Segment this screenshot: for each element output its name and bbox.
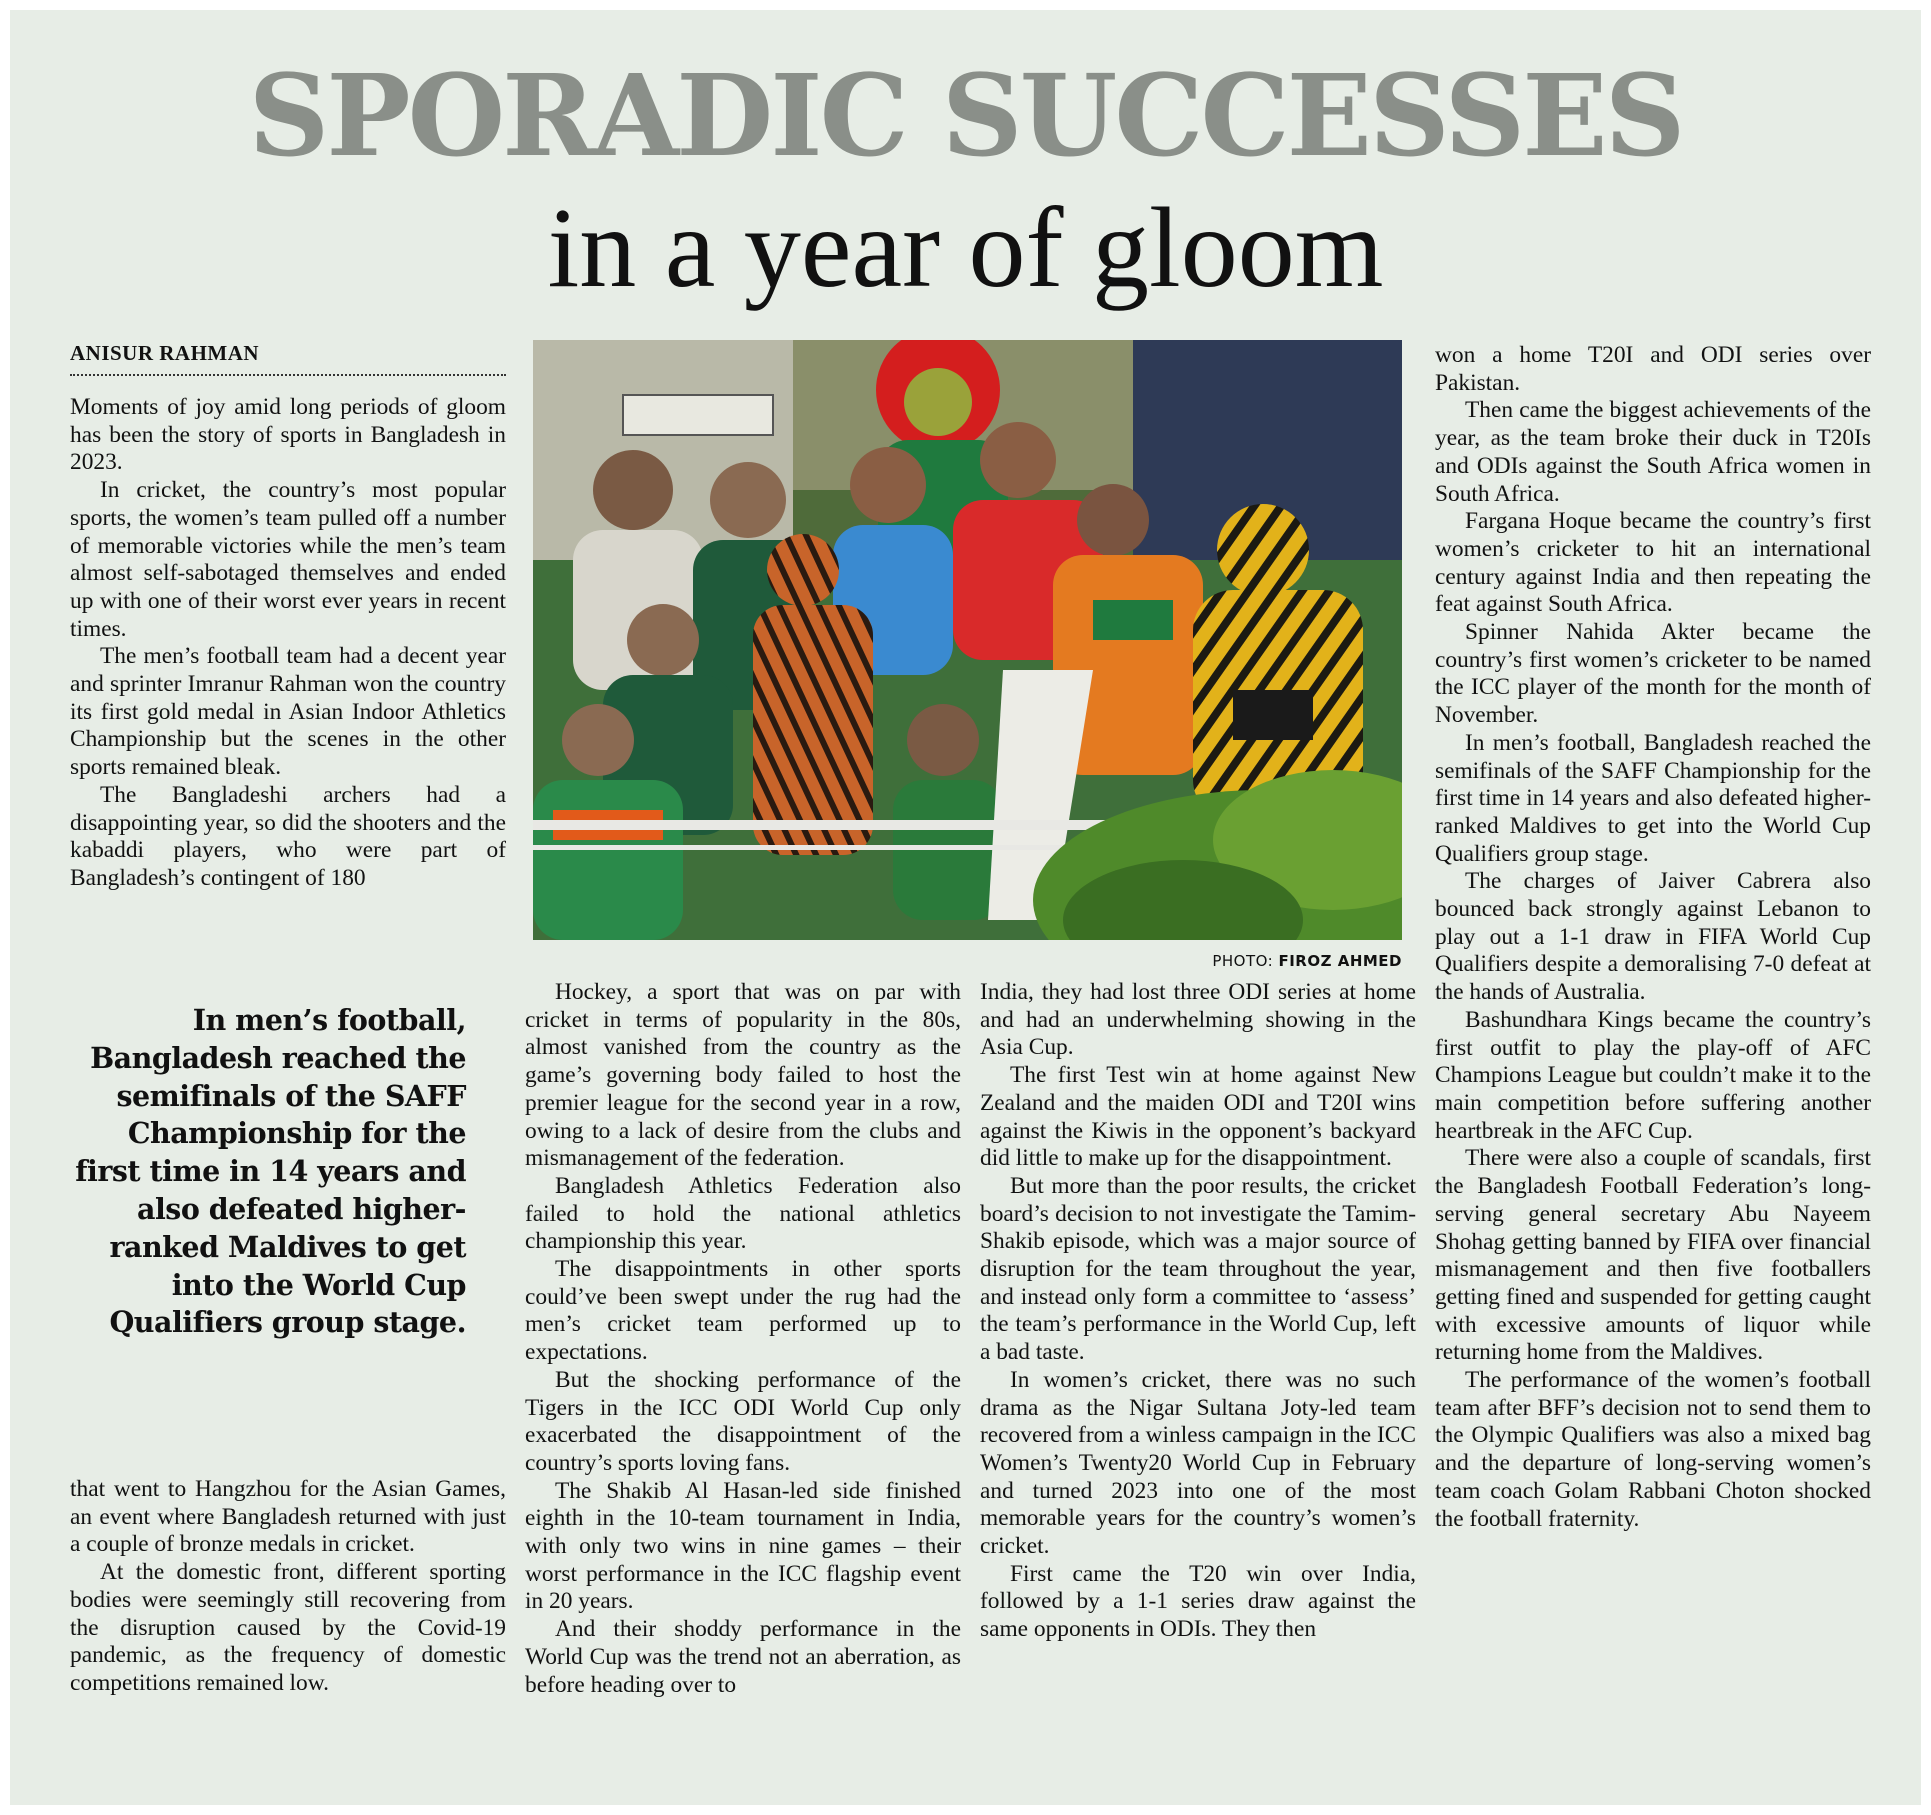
photo-credit xyxy=(1010,952,1402,970)
paragraph: Bashundhara Kings became the country’s first outfit to play the play-off of AFC Champions League but couldn’t make it to the main competition before suffering another heartbreak in the AFC Cup. xyxy=(1435,1006,1871,1144)
byline: ANISUR RAHMAN xyxy=(70,340,506,376)
newspaper-page xyxy=(10,10,1921,1805)
paragraph: In women’s cricket, there was no such drama as the Nigar Sultana Joty-led team recovered from a winless campaign in the ICC Women’s Twenty20 World Cup in February and turned 2023 into one of the most memorable years for the country’s women’s cricket. xyxy=(980,1366,1416,1560)
headline-main: SPORADIC SUCCESSES xyxy=(248,51,1683,182)
paragraph: Fargana Hoque became the country’s first women’s cricketer to hit an international century against India and then repeating the feat against South Africa. xyxy=(1435,508,1871,618)
paragraph: First came the T20 win over India, followed by a 1-1 series draw against the same opponents in ODIs. They then xyxy=(980,1560,1416,1643)
paragraph: The Shakib Al Hasan-led side finished eighth in the 10-team tournament in India, with only two wins in nine games – their worst performance in the ICC flagship event in 20 years. xyxy=(525,1477,961,1615)
paragraph: Moments of joy amid long periods of gloom has been the story of sports in Bangladesh in 2023. xyxy=(70,394,506,476)
paragraph: The performance of the women’s football team after BFF’s decision not to send them to the Olympic Qualifiers was also a mixed bag and the departure of long-serving women’s team coach Golam Rabbani Choton shocked the football fraternity. xyxy=(1435,1367,1871,1532)
paragraph: won a home T20I and ODI series over Pakistan. xyxy=(1435,342,1871,396)
paragraph: The disappointments in other sports could’ve been swept under the rug had the men’s cricket team performed up to expectations. xyxy=(525,1256,961,1366)
article-column-3 xyxy=(980,979,1416,1766)
article-column-4 xyxy=(1435,342,1871,1766)
paragraph: The men’s football team had a decent year and sprinter Imranur Rahman won the country its first gold medal in Asian Indoor Athletics Championship but the scenes in the other sports remained bleak. xyxy=(70,643,506,781)
paragraph: The first Test win at home against New Zealand and the maiden ODI and T20I wins against the Kiwis in the opponent’s backyard did little to make up for the disappointment. xyxy=(980,1062,1416,1172)
pull-quote: In men’s football, Bangladesh reached the semifinals of the SAFF Championship for the first time in 14 years and also defeated higher-ranked Maldives to get into the World Cup Qualifiers group stage. xyxy=(75,1003,466,1340)
paragraph: But the shocking performance of the Tigers in the ICC ODI World Cup only exacerbated the disappointment of the country’s sports loving fans. xyxy=(525,1366,961,1476)
paragraph: And their shoddy performance in the World Cup was the trend not an aberration, as before heading over to xyxy=(525,1616,961,1698)
paragraph: Spinner Nahida Akter became the country’s first women’s cricketer to be named the ICC player of the month for the month of November. xyxy=(1435,619,1871,729)
news-photo xyxy=(533,340,1402,940)
article-column-1-bottom xyxy=(70,1476,506,1766)
paragraph: Hockey, a sport that was on par with cricket in terms of popularity in the 80s, almost vanished from the country as the game’s governing body failed to host the premier league for the second year in a row, owing to a lack of desire from the clubs and mismanagement of the federation. xyxy=(525,979,961,1172)
article-column-2 xyxy=(525,979,961,1766)
paragraph: But more than the poor results, the cricket board’s decision to not investigate the Tamim-Shakib episode, which was a major source of disruption for the team throughout the year, and instead only form a committee to ‘assess’ the team’s performance in the World Cup, left a bad taste. xyxy=(980,1172,1416,1366)
headline-sub: in a year of gloom xyxy=(547,184,1384,311)
stadium-fans-photo xyxy=(533,340,1402,940)
photo-credit-label: PHOTO: xyxy=(1212,952,1274,970)
paragraph: The charges of Jaiver Cabrera also bounced back strongly against Lebanon to play out a 1-1 draw in FIFA World Cup Qualifiers despite a demoralising 7-0 defeat at the hands of Australia. xyxy=(1435,868,1871,1006)
paragraph: The Bangladeshi archers had a disappointing year, so did the shooters and the kabaddi players, who were part of Bangladesh’s contingent of 180 xyxy=(70,781,506,891)
paragraph: Bangladesh Athletics Federation also failed to hold the national athletics championship this year. xyxy=(525,1172,961,1255)
photo-credit-name: FIROZ AHMED xyxy=(1278,952,1402,970)
paragraph: In men’s football, Bangladesh reached the semifinals of the SAFF Championship for the first time in 14 years and also defeated higher-ranked Maldives to get into the World Cup Qualifiers group stage. xyxy=(1435,729,1871,867)
article-column-1-top xyxy=(70,394,506,956)
paragraph: At the domestic front, different sporting bodies were seemingly still recovering from the disruption caused by the Covid-19 pandemic, as the frequency of domestic competitions remained low. xyxy=(70,1559,506,1696)
paragraph: In cricket, the country’s most popular sports, the women’s team pulled off a number of memorable victories while the men’s team almost self-sabotaged themselves and ended up with one of their worst ever years in recent times. xyxy=(70,477,506,642)
paragraph: There were also a couple of scandals, first the Bangladesh Football Federation’s long-serving general secretary Abu Nayeem Shohag getting banned by FIFA over financial mismanagement and then five footballers getting fined and suspended for getting caught with excessive amounts of liquor while returning home from the Maldives. xyxy=(1435,1145,1871,1366)
paragraph: Then came the biggest achievements of the year, as the team broke their duck in T20Is and ODIs against the South Africa women in South Africa. xyxy=(1435,397,1871,507)
paragraph: India, they had lost three ODI series at home and had an underwhelming showing in the Asia Cup. xyxy=(980,979,1416,1061)
paragraph: that went to Hangzhou for the Asian Games, an event where Bangladesh returned with just a couple of bronze medals in cricket. xyxy=(70,1476,506,1558)
